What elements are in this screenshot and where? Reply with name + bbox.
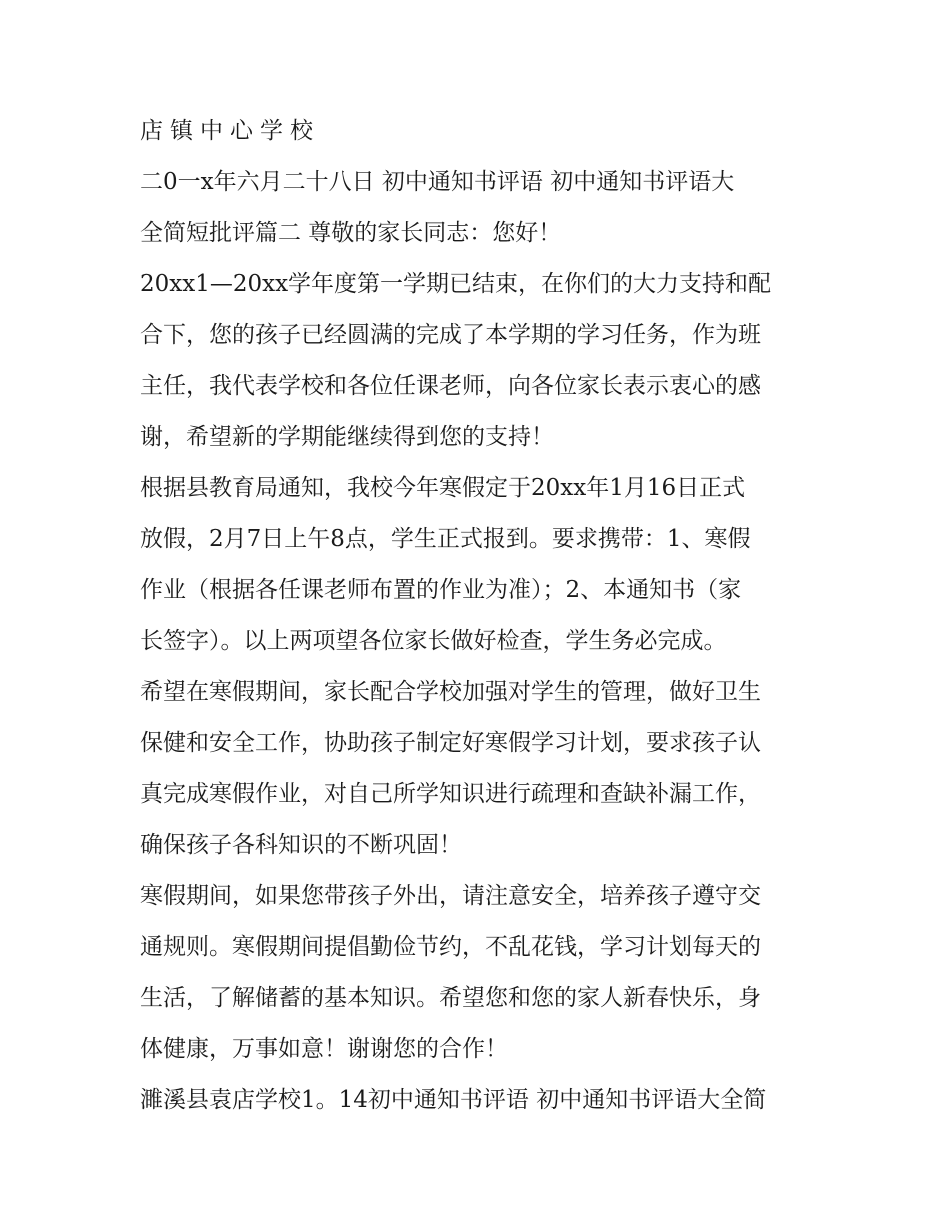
paragraph-line: 体健康，万事如意！谢谢您的合作！ [140,1036,508,1062]
paragraph-line: 根据县教育局通知，我校今年寒假定于20xx年1月16日正式 [140,475,746,501]
paragraph-line: 通规则。寒假期间提倡勤俭节约，不乱花钱，学习计划每天的 [140,934,761,960]
paragraph-line: 确保孩子各科知识的不断巩固！ [140,832,462,858]
paragraph-line: 保健和安全工作，协助孩子制定好寒假学习计划，要求孩子认 [140,730,761,756]
paragraph-line: 真完成寒假作业，对自己所学知识进行疏理和查缺补漏工作， [140,781,761,807]
paragraph-line: 生活，了解储蓄的基本知识。希望您和您的家人新春快乐，身 [140,985,761,1011]
paragraph-line: 作业（根据各任课老师布置的作业为准）；2、本通知书（家 [140,577,742,603]
greeting-line: 全简短批评篇二 尊敬的家长同志：您好！ [140,220,562,246]
paragraph-line: 20xx1—20xx学年度第一学期已结束，在你们的大力支持和配 [140,271,772,297]
date-title-line: 二0一x年六月二十八日 初中通知书评语 初中通知书评语大 [140,169,735,195]
paragraph-line: 寒假期间，如果您带孩子外出，请注意安全，培养孩子遵守交 [140,883,761,909]
paragraph-line: 长签字）。以上两项望各位家长做好检查，学生务必完成。 [140,628,727,654]
paragraph-line: 主任，我代表学校和各位任课老师，向各位家长表示衷心的感 [140,373,761,399]
school-name-line: 店镇中心学校 [140,118,320,144]
paragraph-line: 濉溪县袁店学校1。14初中通知书评语 初中通知书评语大全简 [140,1087,767,1113]
paragraph-line: 希望在寒假期间，家长配合学校加强对学生的管理，做好卫生 [140,679,761,705]
paragraph-line: 合下，您的孩子已经圆满的完成了本学期的学习任务，作为班 [140,322,761,348]
paragraph-line: 放假，2月7日上午8点，学生正式报到。要求携带：1、寒假 [140,526,751,552]
paragraph-line: 谢，希望新的学期能继续得到您的支持！ [140,424,554,450]
